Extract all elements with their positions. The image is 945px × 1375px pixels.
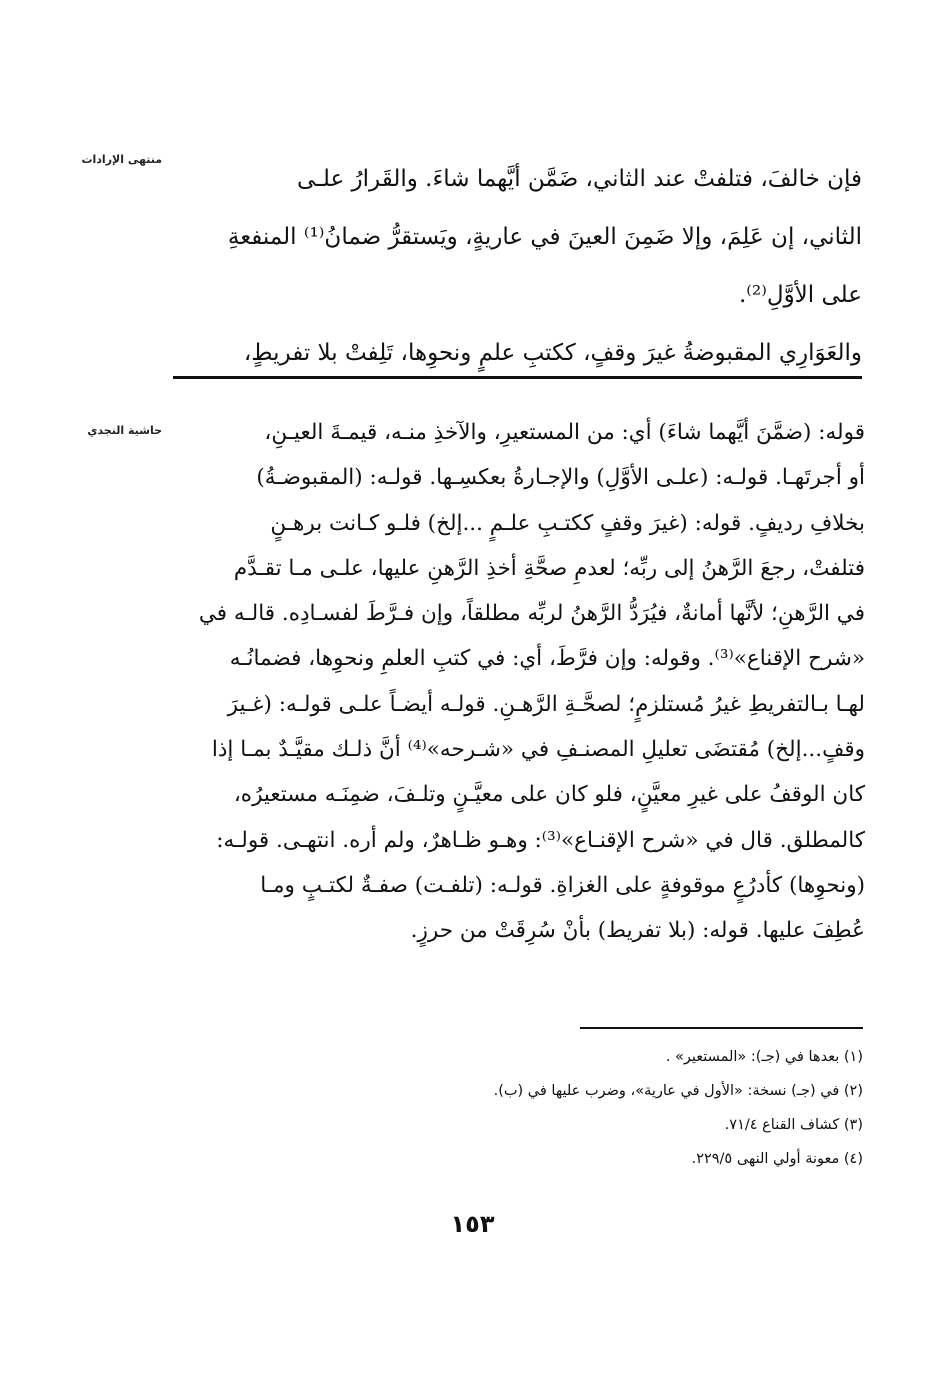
main-text-line: فإن خالفَ، فتلفتْ عند الثاني، ضَمَّن أيَّهما شاءَ. والقَرارُ علـى xyxy=(296,166,862,192)
commentary-line: قوله: (ضمَّنَ أيَّهما شاءَ) أي: من المستعيرِ، والآخذِ منـه، قيمـةَ العيـنِ، xyxy=(264,420,865,445)
main-text-line: والعَوَارِي المقبوضةُ غيرَ وقفٍ، ككتبِ علمٍ ونحوِها، تَلِفتْ بلا تفريطٍ، xyxy=(243,340,862,366)
commentary-block xyxy=(160,410,865,954)
commentary-line: «شرح الإقناع»⁽³⁾. وقوله: وإن فرَّطَ، أي: في كتبِ العلمِ ونحوِها، فضمانُـه xyxy=(229,646,865,672)
commentary-line: لهـا بـالتفريطِ غيرُ مُستلزمٍ؛ لصحَّـةِ الرَّهـنِ. قولـه أيضـاً علـى قولـه: (غـيرَ xyxy=(227,691,865,717)
footnote-item: (٢) في (جـ) نسخة: «الأول في عارية»، وضرب عليها في (ب). xyxy=(493,1083,863,1099)
commentary-line: كالمطلق. قال في «شرح الإقنـاع»⁽³⁾: وهـو ظـاهرٌ، ولم أره. انتهـى. قولـه: xyxy=(216,827,865,853)
side-label-commentary: حاشية النجدي xyxy=(87,424,162,437)
commentary-line: عُطِفَ عليها. قوله: (بلا تفريط) بأنْ سُرِقَتْ من حرزٍ. xyxy=(410,918,865,944)
side-label-main-text: منتهى الإرادات xyxy=(81,153,162,166)
main-text-line: الثاني، إن عَلِمَ، وإلا ضَمِنَ العينَ في عاريةٍ، ويَستقرُّ ضمانُ⁽¹⁾ المنفعةِ xyxy=(227,224,862,250)
footnote-divider xyxy=(580,1027,863,1029)
footnote-item: (٣) كشاف القناع ٧١/٤. xyxy=(724,1117,863,1133)
footnote-item: (٤) معونة أولي النهى ٢٢٩/٥. xyxy=(691,1151,863,1167)
commentary-line: فتلفتْ، رجعَ الرَّهنُ إلى ربِّه؛ لعدمِ صحَّةِ أخذِ الرَّهنِ عليها، علـى مـا تقـدَّم xyxy=(233,555,865,581)
commentary-line: في الرَّهنِ؛ لأنَّها أمانةٌ، فيُرَدُّ الرَّهنُ لربِّه مطلقاً، وإن فـرَّطَ لفسـادِه. قالـه في xyxy=(198,601,865,627)
commentary-line: كان الوقفُ على غيرِ معيَّنٍ، فلو كان على معيَّـنٍ وتلـفَ، ضمِنَـه مستعيرُه، xyxy=(233,782,865,808)
commentary-line: (ونحوِها) كأدرُعٍ موقوفةٍ على الغزاةِ. قولـه: (تلفـت) صفـةٌ لكتـبٍ ومـا xyxy=(260,872,865,898)
main-text-line: على الأوَّلِ⁽²⁾. xyxy=(739,282,862,308)
commentary-line: وقفٍ...إلخ) مُقتضَى تعليلِ المصنـفِ في «شـرحه»⁽⁴⁾ أنَّ ذلـك مقيَّـدٌ بمـا إذا xyxy=(211,737,865,763)
page-number: ١٥٣ xyxy=(450,1210,495,1238)
main-text-block xyxy=(170,150,862,382)
footnotes-block xyxy=(300,1040,863,1176)
commentary-line: أو أجرتَهـا. قولـه: (علـى الأوَّلِ) والإجـارةُ بعكسِـها. قولـه: (المقبوضـةُ) xyxy=(256,465,865,491)
footnote-item: (١) بعدها في (جـ): «المستعير» . xyxy=(665,1049,863,1065)
commentary-line: بخلافِ رديفٍ. قوله: (غيرَ وقفٍ ككتـبِ علـمٍ ...إلخ) فلـو كـانت برهـنٍ xyxy=(270,510,865,536)
section-divider xyxy=(173,376,862,379)
